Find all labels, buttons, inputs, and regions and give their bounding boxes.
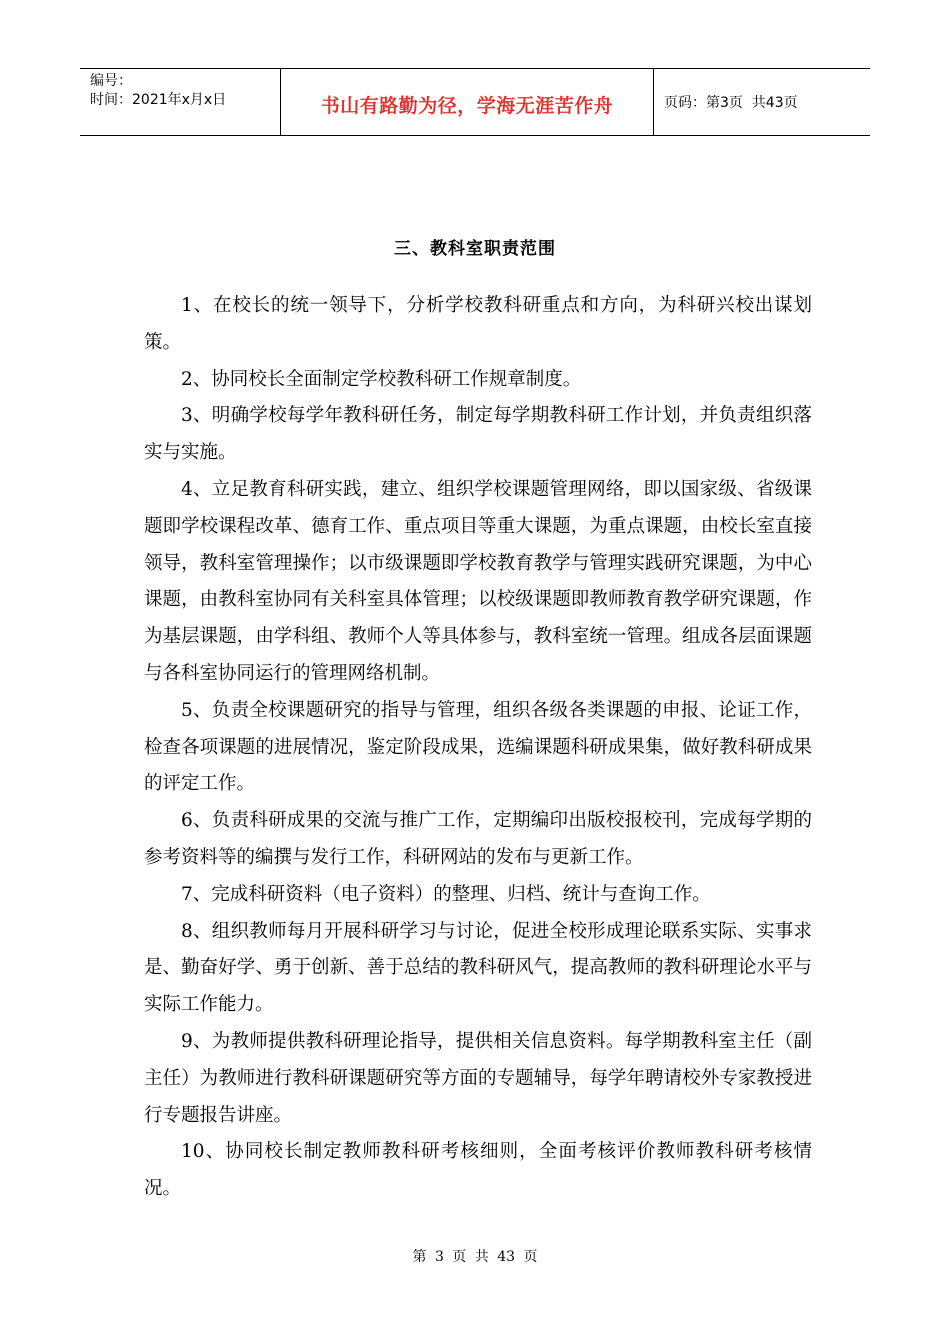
document-number-label: 编号： <box>90 73 132 89</box>
header-page-label: 页码：第3页 共43页 <box>664 95 798 111</box>
paragraph: 6、负责科研成果的交流与推广工作，定期编印出版校报校刊，完成每学期的参考资料等的编撰与发行工作，科研网站的发布与更新工作。 <box>144 810 812 868</box>
paragraph: 9、为教师提供教科研理论指导，提供相关信息资料。每学期教科室主任（副主任）为教师进行教科研课题研究等方面的专题辅导，每学年聘请校外专家教授进行专题报告讲座。 <box>144 1030 812 1126</box>
paragraph: 10、协同校长制定教师教科研考核细则，全面考核评价教师教科研考核情况。 <box>144 1141 812 1200</box>
paragraph: 5、负责全校课题研究的指导与管理，组织各级各类课题的申报、论证工作，检查各项课题的进展情况，鉴定阶段成果，选编课题科研成果集，做好教科研成果的评定工作。 <box>144 699 812 795</box>
page-footer: 第 3 页 共 43 页 <box>412 1249 538 1265</box>
paragraph: 4、立足教育科研实践，建立、组织学校课题管理网络，即以国家级、省级课题即学校课程改革、德育工作、重点项目等重大课题，为重点课题，由校长室直接领导，教科室管理操作；以市级课题即学校教育教学与管理实践研究课题，为中心课题，由教科室协同有关科室具体管理；以校级课题即教师教育教学研究课题，作为基层课题，由学科组、教师个人等具体参与，教科室统一管理。组成各层面课题与各科室协同运行的管理网络机制。 <box>144 478 812 684</box>
document-header <box>80 68 870 136</box>
document-body <box>144 288 812 1208</box>
header-motto: 书山有路勤为径，学海无涯苦作舟 <box>320 94 614 117</box>
document-date-label: 时间：2021年x月x日 <box>90 92 227 108</box>
paragraph: 7、完成科研资料（电子资料）的整理、归档、统计与查询工作。 <box>181 883 711 905</box>
paragraph: 1、在校长的统一领导下，分析学校教科研重点和方向，为科研兴校出谋划策。 <box>144 295 812 353</box>
section-title: 三、教科室职责范围 <box>394 239 556 259</box>
paragraph: 8、组织教师每月开展科研学习与讨论，促进全校形成理论联系实际、实事求是、勤奋好学、勇于创新、善于总结的教科研风气，提高教师的教科研理论水平与实际工作能力。 <box>144 920 812 1016</box>
header-motto-cell <box>281 69 654 135</box>
header-meta-cell <box>80 69 281 135</box>
header-page-cell <box>654 69 870 135</box>
paragraph: 2、协同校长全面制定学校教科研工作规章制度。 <box>181 368 582 390</box>
paragraph: 3、明确学校每学年教科研任务，制定每学期教科研工作计划，并负责组织落实与实施。 <box>144 405 812 464</box>
